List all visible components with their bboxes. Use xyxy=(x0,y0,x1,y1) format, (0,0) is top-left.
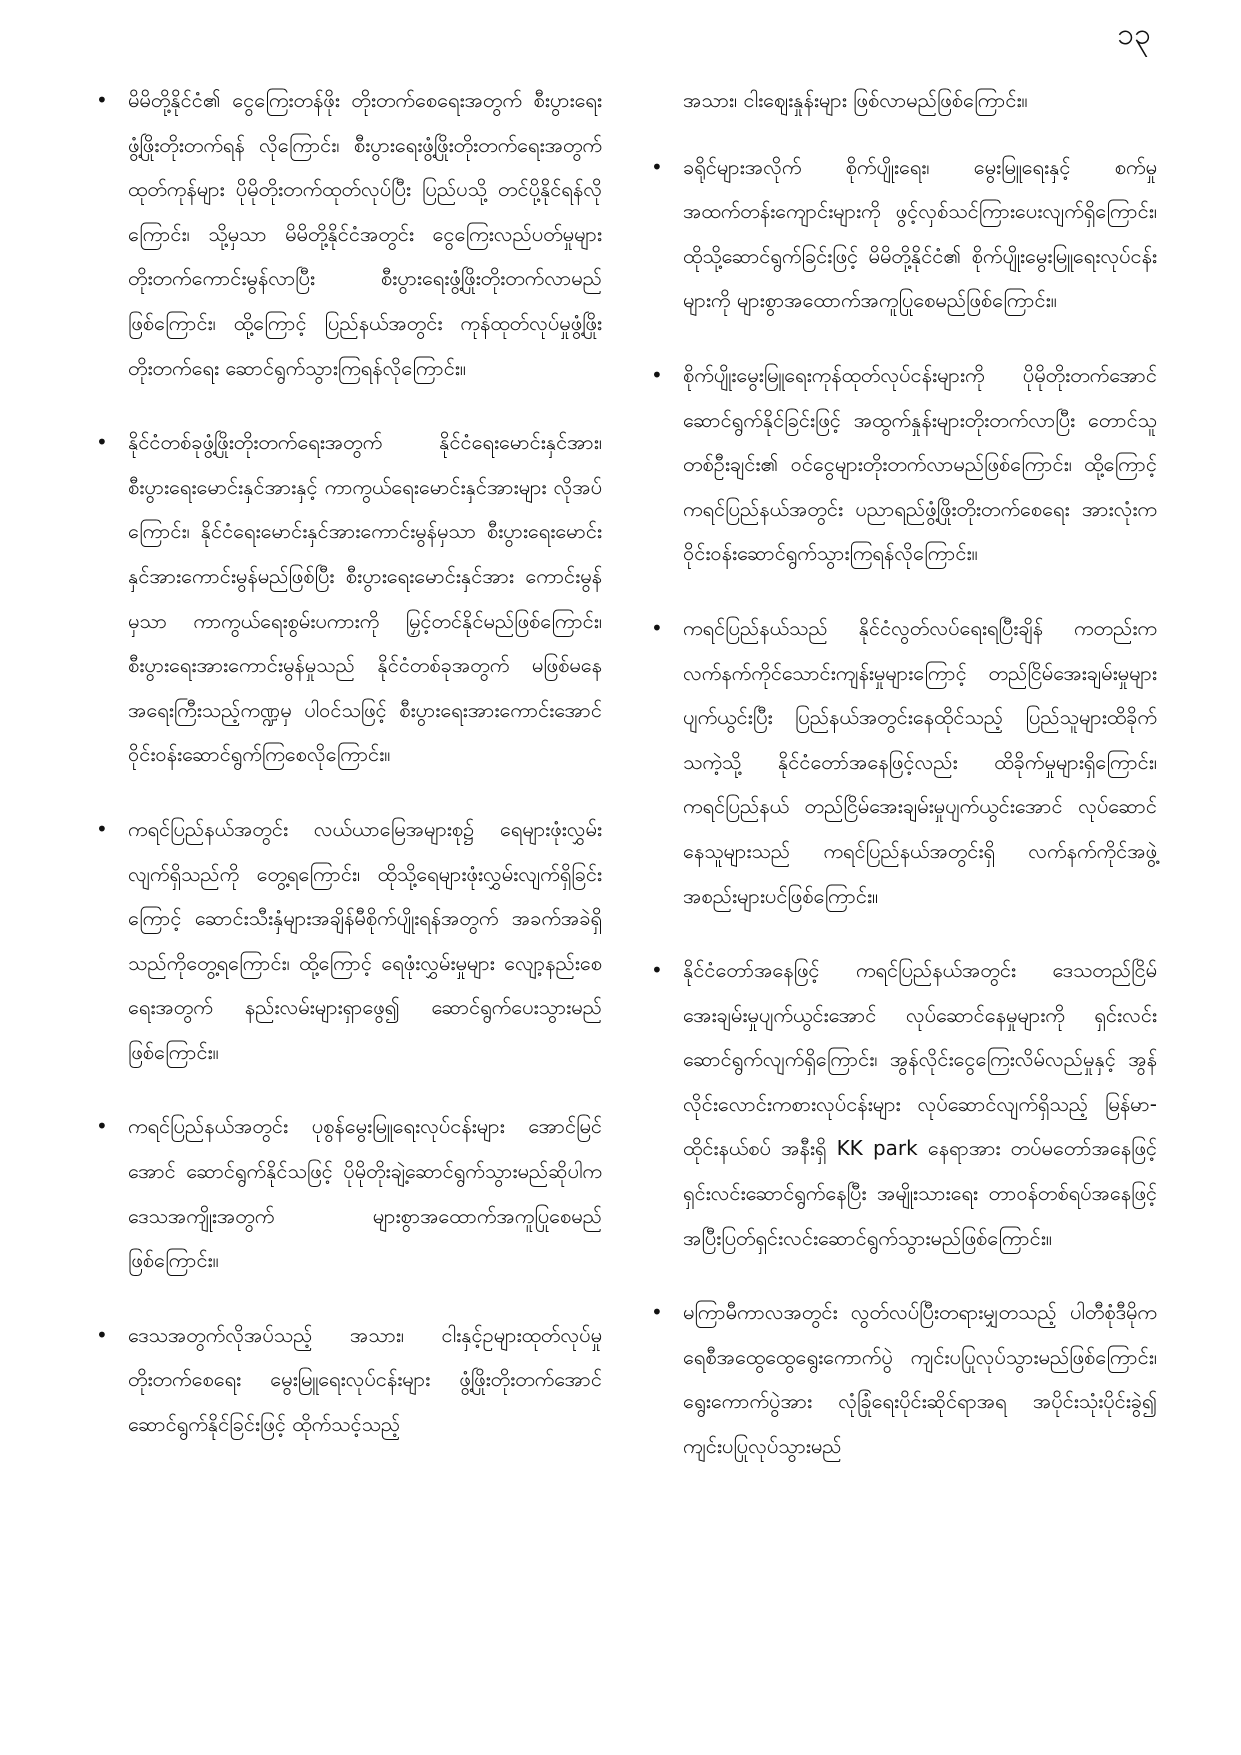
bullet-icon: • xyxy=(96,430,108,455)
list-item xyxy=(651,948,1157,1260)
list-item-text: ကရင်ပြည်နယ်သည် နိုင်ငံလွတ်လပ်ရေးရပြီးချိန် ကတည်းကလက်နက်ကိုင်သောင်းကျန်းမှုများကြောင့် တည်ငြိမ်အေးချမ်းမှုများပျက်ယွင်းပြီး ပြည်နယ်အတွင်းနေထိုင်သည့် ပြည်သူများထိခိုက်သကဲ့သို့ နိုင်ငံတော်အနေဖြင့်လည်း ထိခိုက်မှုများရှိကြောင်း၊ ကရင်ပြည်နယ် တည်ငြိမ်အေးချမ်းမှုပျက်ယွင်းအောင် လုပ်ဆောင်နေသူများသည် ကရင်ပြည်နယ်အတွင်းရှိ လက်နက်ကိုင်အဖွဲ့အစည်းများပင်ဖြစ်ကြောင်း။ xyxy=(683,615,1157,908)
bullet-icon: • xyxy=(651,1300,663,1325)
list-item xyxy=(96,78,602,390)
list-item xyxy=(651,1290,1157,1468)
bullet-icon: • xyxy=(651,154,663,179)
continued-paragraph xyxy=(655,78,1157,123)
list-item xyxy=(96,1313,602,1447)
bullet-icon: • xyxy=(96,1114,108,1139)
list-item xyxy=(96,1104,602,1282)
list-item xyxy=(651,145,1157,323)
list-item-text: ကရင်ပြည်နယ်အတွင်း လယ်ယာမြေအများစု၌ ရေများဖုံးလွှမ်းလျက်ရှိသည်ကို တွေ့ရကြောင်း၊ ထိုသို့ရေများဖုံးလွှမ်းလျက်ရှိခြင်းကြောင့် ဆောင်းသီးနှံများအချိန်မီစိုက်ပျိုးရန်အတွက် အခက်အခဲရှိသည်ကိုတွေ့ရကြောင်း၊ ထို့ကြောင့် ရေဖုံးလွှမ်းမှုများ လျော့နည်းစေရေးအတွက် နည်းလမ်းများရှာဖွေ၍ ဆောင်ရွက်ပေးသွားမည်ဖြစ်ကြောင်း။ xyxy=(128,816,602,1064)
list-item-text: စိုက်ပျိုးမွေးမြူရေးကုန်ထုတ်လုပ်ငန်းများကို ပိုမိုတိုးတက်အောင် ဆောင်ရွက်နိုင်ခြင်းဖြင့် အထွက်နှုန်းများတိုးတက်လာပြီး တောင်သူတစ်ဦးချင်း၏ ဝင်ငွေများတိုးတက်လာမည်ဖြစ်ကြောင်း၊ ထို့ကြောင့် ကရင်ပြည်နယ်အတွင်း ပညာရည်ဖွံ့ဖြိုးတိုးတက်စေရေး အားလုံးက ဝိုင်းဝန်းဆောင်ရွက်သွားကြရန်လိုကြောင်း။ xyxy=(683,362,1157,566)
bullet-icon: • xyxy=(96,88,108,112)
list-item-text: နိုင်ငံတစ်ခုဖွံ့ဖြိုးတိုးတက်ရေးအတွက် နိုင်ငံရေးမောင်းနှင်အား၊ စီးပွားရေးမောင်းနှင်အားနှင့် ကာကွယ်ရေးမောင်းနှင်အားများ လိုအပ်ကြောင်း၊ နိုင်ငံရေးမောင်းနှင်အားကောင်းမွန်မှသာ စီးပွားရေးမောင်းနှင်အားကောင်းမွန်မည်ဖြစ်ပြီး စီးပွားရေးမောင်းနှင်အား ကောင်းမွန်မှသာ ကာကွယ်ရေးစွမ်းပကားကို မြှင့်တင်နိုင်မည်ဖြစ်ကြောင်း၊ စီးပွားရေးအားကောင်းမွန်မှုသည် နိုင်ငံတစ်ခုအတွက် မဖြစ်မနေအရေးကြီးသည့်ကဏ္ဍမှ ပါဝင်သဖြင့် စီးပွားရေးအားကောင်းအောင် ဝိုင်းဝန်းဆောင်ရွက်ကြစေလိုကြောင်း။ xyxy=(128,430,602,767)
bullet-icon: • xyxy=(651,362,663,387)
bullet-icon: • xyxy=(651,615,663,640)
list-item-text: မကြာမီကာလအတွင်း လွတ်လပ်ပြီးတရားမျှတသည့် ပါတီစုံဒီမိုကရေစီအထွေထွေရွေးကောက်ပွဲ ကျင်းပပြုလုပ်သွားမည်ဖြစ်ကြောင်း၊ ရွေးကောက်ပွဲအား လုံခြုံရေးပိုင်းဆိုင်ရာအရ အပိုင်းသုံးပိုင်းခွဲ၍ ကျင်းပပြုလုပ်သွားမည် xyxy=(683,1300,1157,1459)
list-item xyxy=(651,353,1157,576)
list-item xyxy=(651,606,1157,918)
list-item-text: ဒေသအတွက်လိုအပ်သည့် အသား၊ ငါးနှင့်ဥများထုတ်လုပ်မှုတိုးတက်စေရေး မွေးမြူရေးလုပ်ငန်းများ ဖွံ့ဖြိုးတိုးတက်အောင် ဆောင်ရွက်နိုင်ခြင်းဖြင့် ထိုက်သင့်သည့် xyxy=(128,1322,602,1437)
list-item-text: မိမိတို့နိုင်ငံ၏ ငွေကြေးတန်ဖိုး တိုးတက်စေရေးအတွက် စီးပွားရေးဖွံ့ဖြိုးတိုးတက်ရန် လိုကြောင်း၊ စီးပွားရေးဖွံ့ဖြိုးတိုးတက်ရေးအတွက် ထုတ်ကုန်များ ပိုမိုတိုးတက်ထုတ်လုပ်ပြီး ပြည်ပသို့ တင်ပို့နိုင်ရန်လိုကြောင်း၊ သို့မှသာ မိမိတို့နိုင်ငံအတွင်း ငွေကြေးလည်ပတ်မှုများ တိုးတက်ကောင်းမွန်လာပြီး စီးပွားရေးဖွံ့ဖြိုးတိုးတက်လာမည်ဖြစ်ကြောင်း၊ ထို့ကြောင့် ပြည်နယ်အတွင်း ကုန်ထုတ်လုပ်မှုဖွံ့ဖြိုးတိုးတက်ရေး ဆောင်ရွက်သွားကြရန်လိုကြောင်း။ xyxy=(128,88,602,380)
left-column xyxy=(96,78,602,1477)
bullet-icon: • xyxy=(96,816,108,841)
continued-paragraph-text: အသား၊ ငါးဈေးနှုန်းများ ဖြစ်လာမည်ဖြစ်ကြောင်း။ xyxy=(683,88,1028,112)
list-item-text: နိုင်ငံတော်အနေဖြင့် ကရင်ပြည်နယ်အတွင်း ဒေသတည်ငြိမ်အေးချမ်းမှုပျက်ယွင်းအောင် လုပ်ဆောင်နေမှုများကို ရှင်းလင်းဆောင်ရွက်လျက်ရှိကြောင်း၊ အွန်လိုင်းငွေကြေးလိမ်လည်မှုနှင့် အွန်လိုင်းလောင်းကစားလုပ်ငန်းများ လုပ်ဆောင်လျက်ရှိသည့် မြန်မာ-ထိုင်းနယ်စပ် အနီးရှိ KK park နေရာအား တပ်မတော်အနေဖြင့် ရှင်းလင်းဆောင်ရွက်နေပြီး အမျိုးသားရေး တာဝန်တစ်ရပ်အနေဖြင့် အပြီးပြတ်ရှင်းလင်းဆောင်ရွက်သွားမည်ဖြစ်ကြောင်း။ xyxy=(683,958,1157,1250)
bullet-icon: • xyxy=(96,1322,108,1347)
bullet-icon: • xyxy=(651,958,663,983)
right-column xyxy=(651,78,1157,1499)
list-item xyxy=(96,807,602,1075)
list-item-text: ခရိုင်များအလိုက် စိုက်ပျိုးရေး၊ မွေးမြူရေးနှင့် စက်မှုအထက်တန်းကျောင်းများကို ဖွင့်လှစ်သင်ကြားပေးလျက်ရှိကြောင်း၊ ထိုသို့ဆောင်ရွက်ခြင်းဖြင့် မိမိတို့နိုင်ငံ၏ စိုက်ပျိုးမွေးမြူရေးလုပ်ငန်းများကို များစွာအထောက်အကူပြုစေမည်ဖြစ်ကြောင်း။ xyxy=(683,154,1157,313)
list-item-text: ကရင်ပြည်နယ်အတွင်း ပုစွန်မွေးမြူရေးလုပ်ငန်းများ အောင်မြင်အောင် ဆောင်ရွက်နိုင်သဖြင့် ပိုမိုတိုးချဲ့ဆောင်ရွက်သွားမည်ဆိုပါက ဒေသအကျိုးအတွက် များစွာအထောက်အကူပြုစေမည် ဖြစ်ကြောင်း။ xyxy=(128,1114,602,1273)
page-number: ၁၃ xyxy=(1117,17,1151,52)
list-item xyxy=(96,420,602,777)
